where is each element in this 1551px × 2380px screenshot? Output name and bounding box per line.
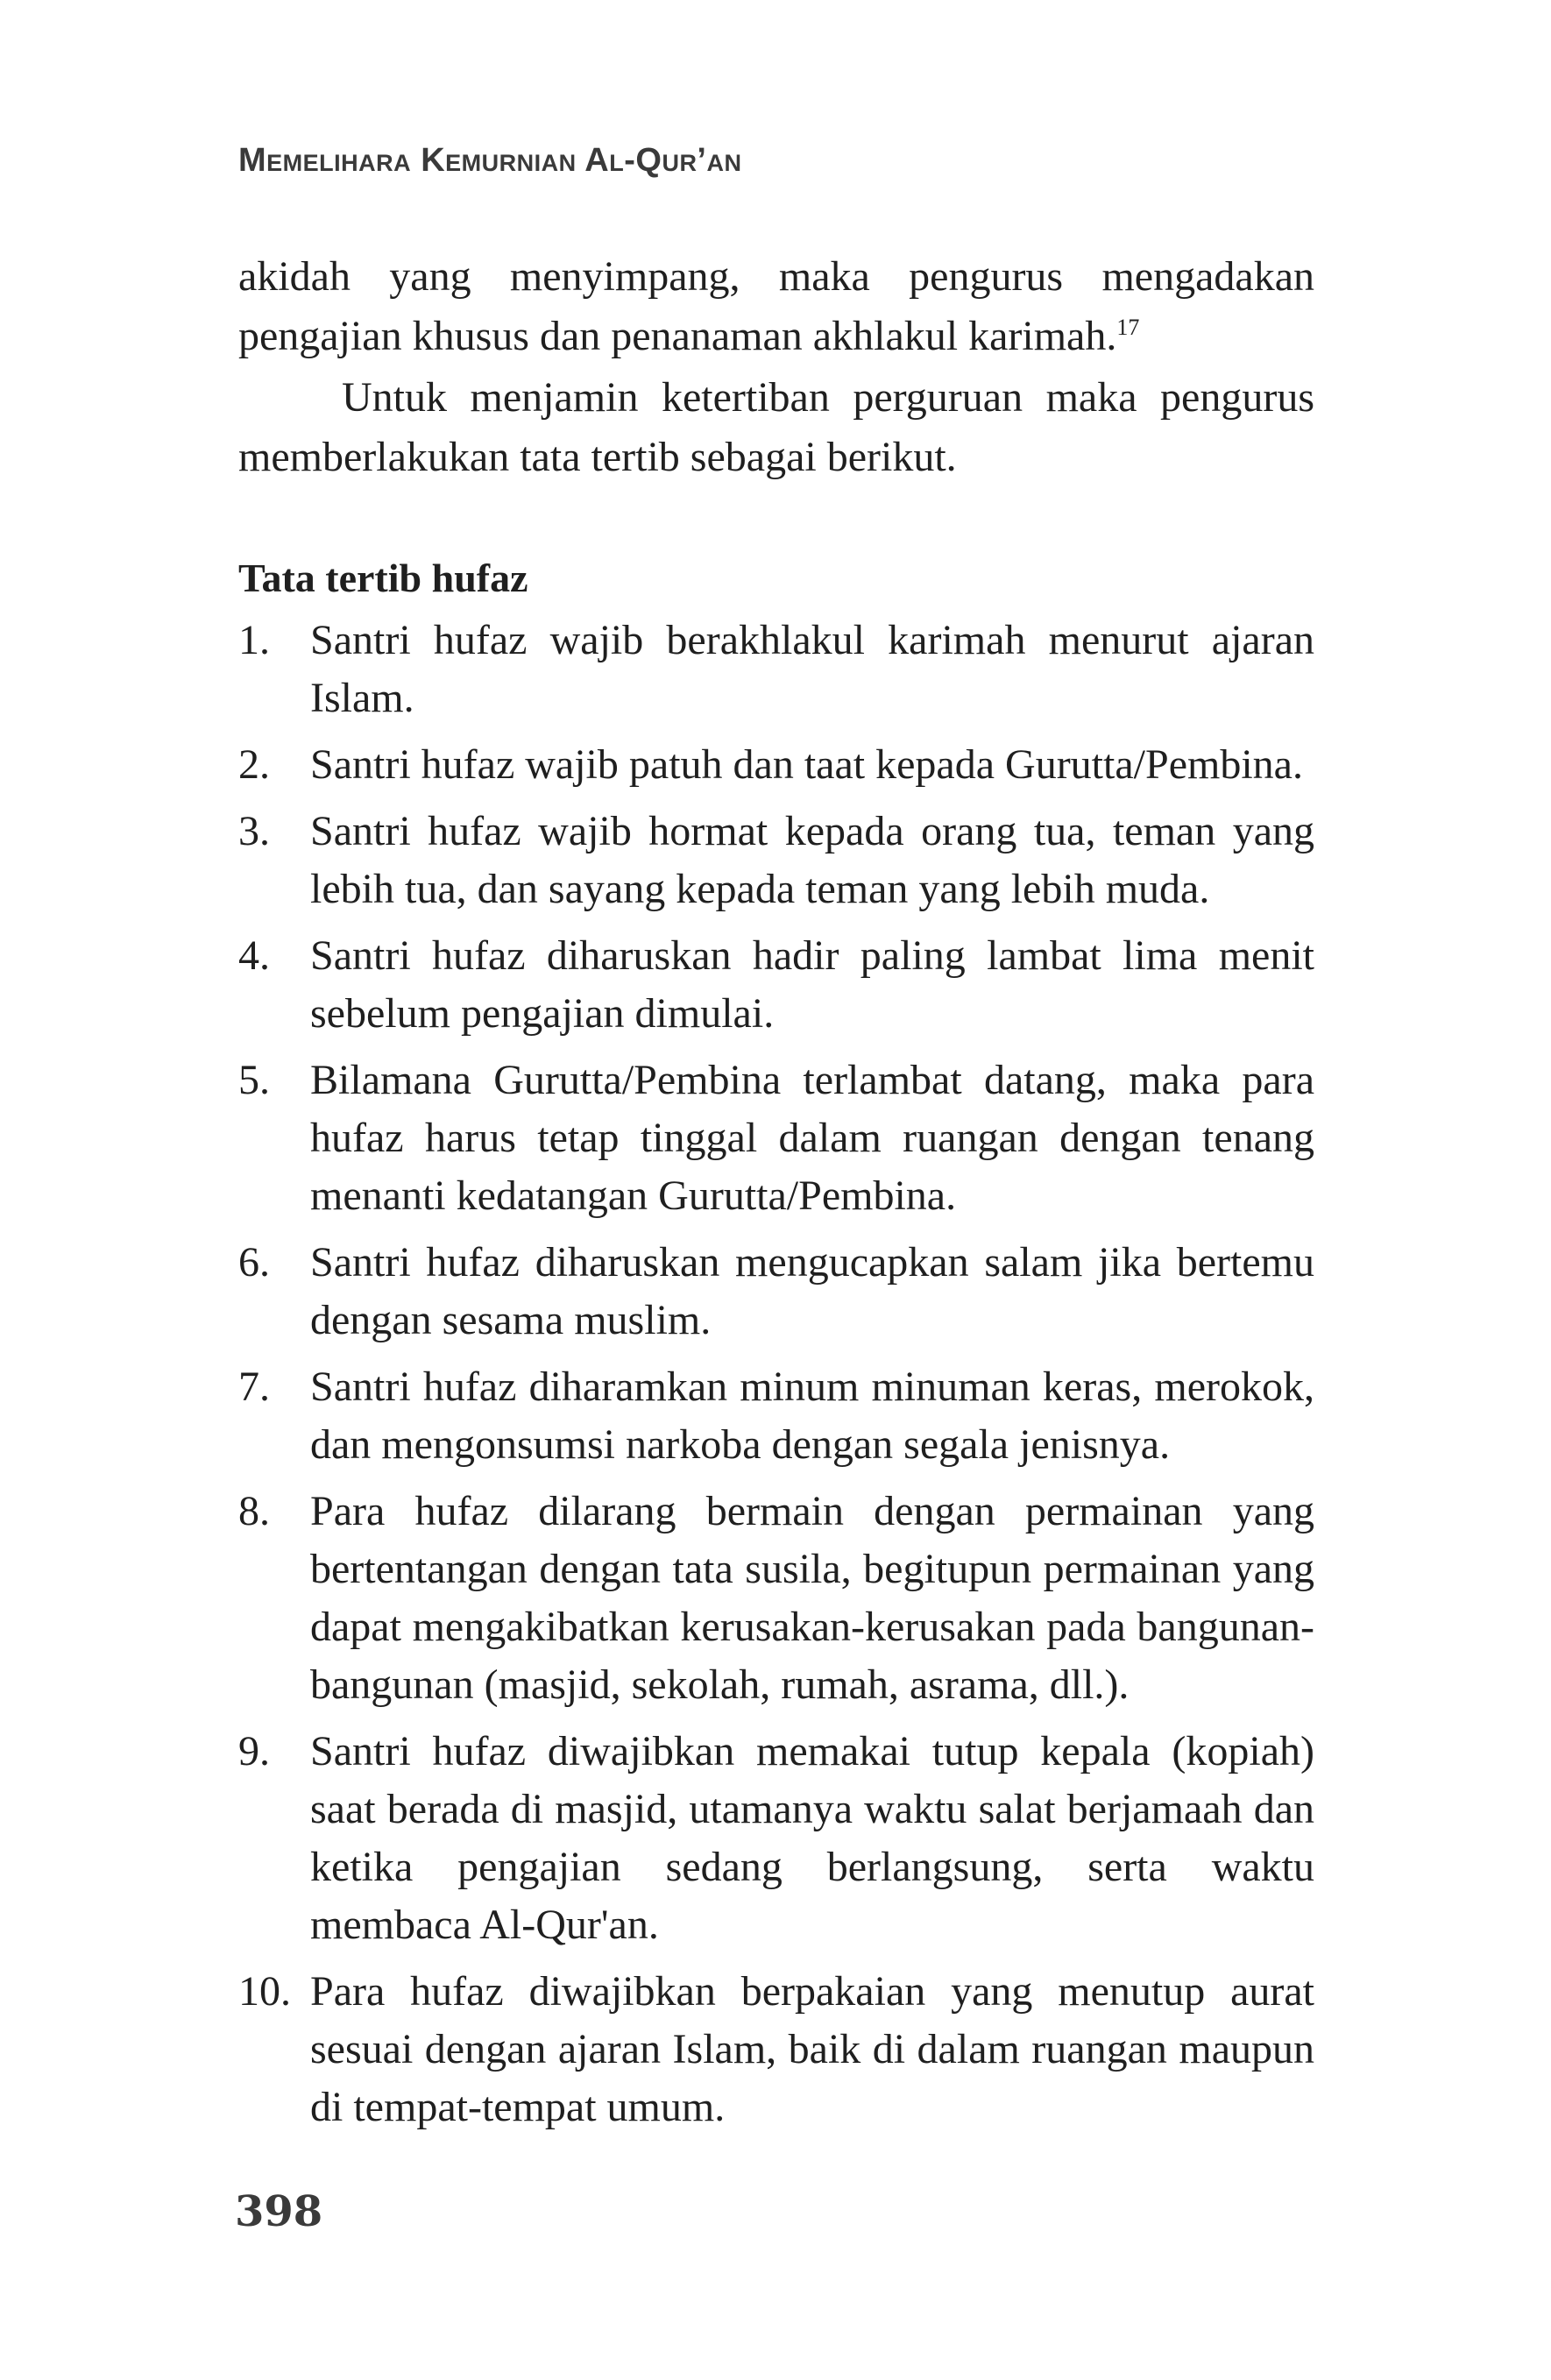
rule-item [238, 1723, 1314, 1954]
rule-number: 9. [238, 1728, 270, 1774]
rule-text: Santri hufaz wajib hormat kepada orang tua, teman yang lebih tua, dan sayang kepada teman yang lebih muda. [310, 808, 1314, 912]
paragraph-1-text: akidah yang menyimpang, maka pengurus mengadakan pengajian khusus dan penanaman akhlakul karimah. [238, 253, 1314, 359]
page-number: 398 [235, 2187, 323, 2236]
rule-number: 1. [238, 617, 270, 663]
rules-list [238, 612, 1314, 2145]
rule-number: 8. [238, 1488, 270, 1534]
rule-number: 4. [238, 932, 270, 979]
running-head: Memelihara Kemurnian Al-Qur’an [238, 142, 742, 179]
rule-item [238, 1358, 1314, 1474]
rule-number: 2. [238, 741, 270, 788]
rule-item [238, 1483, 1314, 1714]
rule-number: 3. [238, 808, 270, 854]
rule-text: Bilamana Gurutta/Pembina terlambat datang, maka para hufaz harus tetap tinggal dalam ruangan dengan tenang menanti kedatangan Gurutta/Pembina. [310, 1057, 1314, 1219]
rule-text: Santri hufaz diwajibkan memakai tutup kepala (kopiah) saat berada di masjid, utamanya waktu salat berjamaah dan ketika pengajian sedang berlangsung, serta waktu membaca Al-Qur'an. [310, 1728, 1314, 1948]
rule-number: 7. [238, 1364, 270, 1410]
section-heading: Tata tertib hufaz [238, 556, 528, 600]
rule-item [238, 1052, 1314, 1225]
rule-text: Santri hufaz wajib berakhlakul karimah menurut ajaran Islam. [310, 617, 1314, 721]
rule-number: 10. [238, 1968, 291, 2015]
rule-text: Para hufaz diwajibkan berpakaian yang menutup aurat sesuai dengan ajaran Islam, baik di dalam ruangan maupun di tempat-tempat umum. [310, 1968, 1314, 2130]
rule-item [238, 1234, 1314, 1349]
rule-text: Santri hufaz diharuskan hadir paling lambat lima menit sebelum pengajian dimulai. [310, 932, 1314, 1037]
rule-item [238, 1963, 1314, 2136]
rule-number: 5. [238, 1057, 270, 1103]
rule-text: Santri hufaz diharuskan mengucapkan salam jika bertemu dengan sesama muslim. [310, 1239, 1314, 1343]
rule-item [238, 927, 1314, 1043]
rule-item [238, 803, 1314, 918]
rule-item [238, 736, 1314, 794]
rule-text: Para hufaz dilarang bermain dengan permainan yang bertentangan dengan tata susila, begitupun permainan yang dapat mengakibatkan kerusakan-kerusakan pada bangunan-bangunan (masjid, sekolah, rumah, asrama, dll.). [310, 1488, 1314, 1708]
rule-text: Santri hufaz wajib patuh dan taat kepada Gurutta/Pembina. [310, 741, 1303, 788]
paragraph-1 [238, 247, 1314, 366]
footnote-marker[interactable]: 17 [1116, 315, 1140, 340]
rule-number: 6. [238, 1239, 270, 1286]
paragraph-2: Untuk menjamin ketertiban perguruan maka pengurus memberlakukan tata tertib sebagai berikut. [238, 374, 1314, 480]
rule-item [238, 612, 1314, 727]
rule-text: Santri hufaz diharamkan minum minuman keras, merokok, dan mengonsumsi narkoba dengan segala jenisnya. [310, 1364, 1314, 1468]
